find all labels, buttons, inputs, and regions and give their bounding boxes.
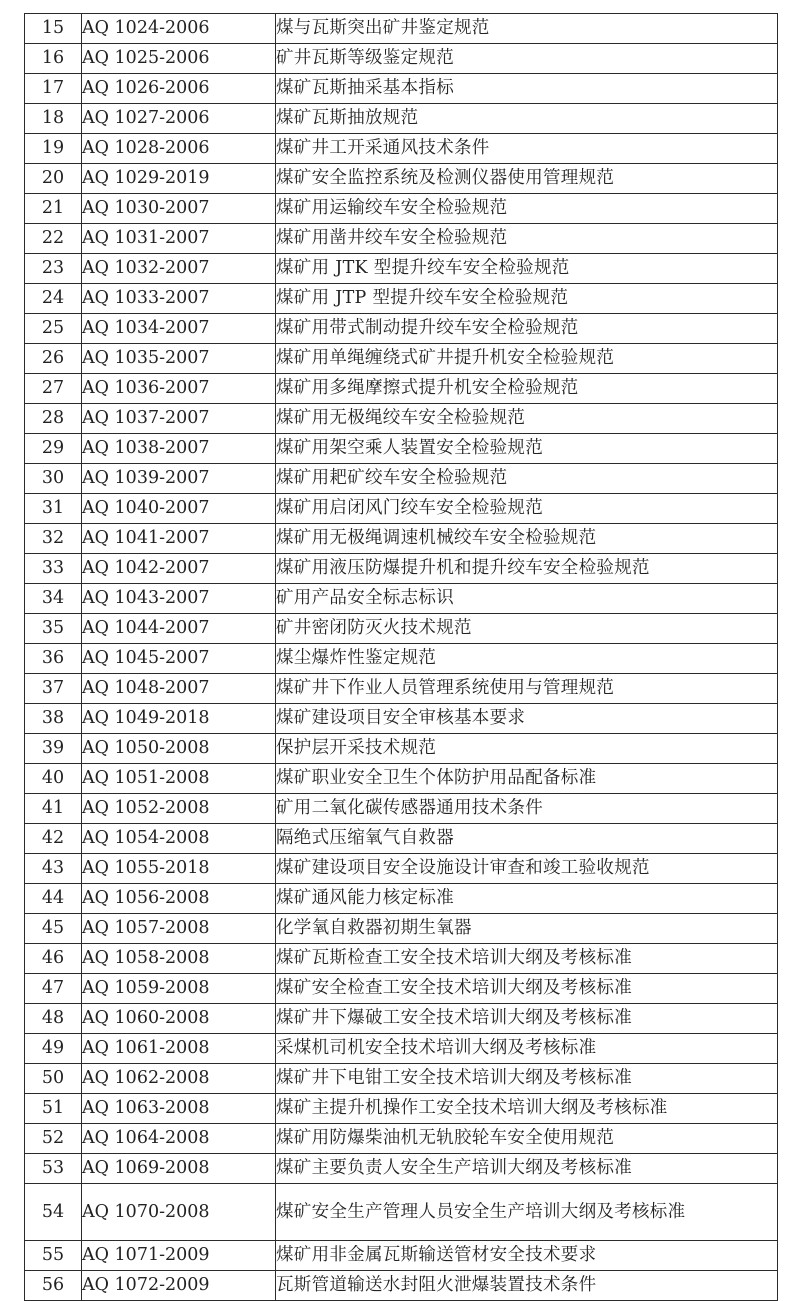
table-row [25,374,778,404]
standard-code-cell: AQ 1048-2007 [82,674,276,704]
standard-title-cell: 矿用产品安全标志标识 [276,584,778,614]
row-number-cell: 24 [25,284,82,314]
row-number-cell: 36 [25,644,82,674]
table-row [25,194,778,224]
standard-code-cell: AQ 1060-2008 [82,1004,276,1034]
standard-title-cell: 化学氧自救器初期生氧器 [276,914,778,944]
row-number-cell: 55 [25,1241,82,1271]
table-row [25,284,778,314]
row-number-cell: 34 [25,584,82,614]
row-number-cell: 46 [25,944,82,974]
table-row [25,464,778,494]
standard-title-cell: 煤矿用单绳缠绕式矿井提升机安全检验规范 [276,344,778,374]
standard-title-cell: 煤矿建设项目安全设施设计审查和竣工验收规范 [276,854,778,884]
row-number-cell: 27 [25,374,82,404]
standard-title-cell: 煤矿井下作业人员管理系统使用与管理规范 [276,674,778,704]
table-row [25,404,778,434]
standard-title-cell: 煤矿用启闭风门绞车安全检验规范 [276,494,778,524]
standard-code-cell: AQ 1043-2007 [82,584,276,614]
standard-code-cell: AQ 1049-2018 [82,704,276,734]
standard-code-cell: AQ 1029-2019 [82,164,276,194]
table-row [25,584,778,614]
table-row [25,494,778,524]
row-number-cell: 52 [25,1124,82,1154]
table-row [25,734,778,764]
row-number-cell: 19 [25,134,82,164]
standard-title-cell: 煤矿用架空乘人装置安全检验规范 [276,434,778,464]
standard-title-cell: 瓦斯管道输送水封阻火泄爆装置技术条件 [276,1271,778,1301]
standard-title-cell: 煤矿用无极绳调速机械绞车安全检验规范 [276,524,778,554]
row-number-cell: 49 [25,1034,82,1064]
standard-code-cell: AQ 1057-2008 [82,914,276,944]
table-row [25,434,778,464]
standard-title-cell: 煤矿用 JTK 型提升绞车安全检验规范 [276,254,778,284]
standard-title-cell: 煤矿主提升机操作工安全技术培训大纲及考核标准 [276,1094,778,1124]
row-number-cell: 32 [25,524,82,554]
standard-title-cell: 矿井瓦斯等级鉴定规范 [276,44,778,74]
row-number-cell: 26 [25,344,82,374]
standard-title-cell: 煤矿用凿井绞车安全检验规范 [276,224,778,254]
standard-code-cell: AQ 1025-2006 [82,44,276,74]
table-row [25,134,778,164]
standard-title-cell: 煤矿安全检查工安全技术培训大纲及考核标准 [276,974,778,1004]
row-number-cell: 17 [25,74,82,104]
standard-code-cell: AQ 1050-2008 [82,734,276,764]
table-row [25,1241,778,1271]
row-number-cell: 37 [25,674,82,704]
row-number-cell: 20 [25,164,82,194]
table-row [25,554,778,584]
standard-title-cell: 煤矿井工开采通风技术条件 [276,134,778,164]
standard-title-cell: 煤矿用带式制动提升绞车安全检验规范 [276,314,778,344]
standard-code-cell: AQ 1030-2007 [82,194,276,224]
table-row [25,824,778,854]
table-row [25,1094,778,1124]
table-row [25,764,778,794]
table-row [25,44,778,74]
standard-code-cell: AQ 1059-2008 [82,974,276,1004]
table-row [25,944,778,974]
row-number-cell: 44 [25,884,82,914]
standard-code-cell: AQ 1033-2007 [82,284,276,314]
standard-code-cell: AQ 1055-2018 [82,854,276,884]
standard-code-cell: AQ 1026-2006 [82,74,276,104]
standard-code-cell: AQ 1039-2007 [82,464,276,494]
row-number-cell: 48 [25,1004,82,1034]
standard-title-cell: 煤矿职业安全卫生个体防护用品配备标准 [276,764,778,794]
row-number-cell: 43 [25,854,82,884]
table-row [25,644,778,674]
standard-code-cell: AQ 1058-2008 [82,944,276,974]
standard-code-cell: AQ 1056-2008 [82,884,276,914]
table-row [25,704,778,734]
row-number-cell: 56 [25,1271,82,1301]
table-row [25,254,778,284]
standard-title-cell: 煤尘爆炸性鉴定规范 [276,644,778,674]
table-row [25,914,778,944]
standard-title-cell: 煤矿用 JTP 型提升绞车安全检验规范 [276,284,778,314]
table-row [25,674,778,704]
table-row [25,1004,778,1034]
table-row [25,854,778,884]
table-row [25,104,778,134]
table-row [25,164,778,194]
standard-title-cell: 煤矿瓦斯抽采基本指标 [276,74,778,104]
standard-title-cell: 煤矿瓦斯检查工安全技术培训大纲及考核标准 [276,944,778,974]
table-row [25,1064,778,1094]
row-number-cell: 35 [25,614,82,644]
standard-title-cell: 煤矿安全监控系统及检测仪器使用管理规范 [276,164,778,194]
row-number-cell: 30 [25,464,82,494]
table-row [25,524,778,554]
standard-title-cell: 煤矿井下爆破工安全技术培训大纲及考核标准 [276,1004,778,1034]
table-row [25,1271,778,1301]
row-number-cell: 15 [25,14,82,44]
row-number-cell: 45 [25,914,82,944]
row-number-cell: 28 [25,404,82,434]
standard-code-cell: AQ 1041-2007 [82,524,276,554]
row-number-cell: 33 [25,554,82,584]
standard-code-cell: AQ 1032-2007 [82,254,276,284]
standard-title-cell: 保护层开采技术规范 [276,734,778,764]
row-number-cell: 53 [25,1154,82,1184]
row-number-cell: 42 [25,824,82,854]
table-row [25,1034,778,1064]
standard-code-cell: AQ 1027-2006 [82,104,276,134]
table-row [25,1124,778,1154]
table-row [25,1154,778,1184]
standard-code-cell: AQ 1072-2009 [82,1271,276,1301]
standard-code-cell: AQ 1040-2007 [82,494,276,524]
row-number-cell: 18 [25,104,82,134]
table-row [25,74,778,104]
standards-table-page [24,13,778,1301]
row-number-cell: 23 [25,254,82,284]
row-number-cell: 51 [25,1094,82,1124]
standard-code-cell: AQ 1052-2008 [82,794,276,824]
row-number-cell: 22 [25,224,82,254]
standard-title-cell: 煤与瓦斯突出矿井鉴定规范 [276,14,778,44]
standard-title-cell: 煤矿主要负责人安全生产培训大纲及考核标准 [276,1154,778,1184]
row-number-cell: 54 [25,1184,82,1241]
standard-title-cell: 煤矿井下电钳工安全技术培训大纲及考核标准 [276,1064,778,1094]
standard-title-cell: 煤矿通风能力核定标准 [276,884,778,914]
standard-code-cell: AQ 1038-2007 [82,434,276,464]
standard-title-cell: 煤矿瓦斯抽放规范 [276,104,778,134]
table-row [25,974,778,1004]
standards-table-body [25,14,778,1301]
row-number-cell: 40 [25,764,82,794]
standard-code-cell: AQ 1028-2006 [82,134,276,164]
standard-title-cell: 采煤机司机安全技术培训大纲及考核标准 [276,1034,778,1064]
standard-code-cell: AQ 1054-2008 [82,824,276,854]
standard-title-cell: 煤矿用无极绳绞车安全检验规范 [276,404,778,434]
table-row [25,794,778,824]
table-row [25,614,778,644]
standard-title-cell: 矿用二氧化碳传感器通用技术条件 [276,794,778,824]
standard-title-cell: 煤矿建设项目安全审核基本要求 [276,704,778,734]
row-number-cell: 38 [25,704,82,734]
standard-title-cell: 煤矿用非金属瓦斯输送管材安全技术要求 [276,1241,778,1271]
table-row [25,14,778,44]
row-number-cell: 47 [25,974,82,1004]
standard-code-cell: AQ 1063-2008 [82,1094,276,1124]
standard-code-cell: AQ 1069-2008 [82,1154,276,1184]
table-row [25,344,778,374]
standard-title-cell: 煤矿用多绳摩擦式提升机安全检验规范 [276,374,778,404]
standard-title-cell: 煤矿用液压防爆提升机和提升绞车安全检验规范 [276,554,778,584]
standard-code-cell: AQ 1064-2008 [82,1124,276,1154]
standard-title-cell: 隔绝式压缩氧气自救器 [276,824,778,854]
standard-code-cell: AQ 1031-2007 [82,224,276,254]
standard-code-cell: AQ 1061-2008 [82,1034,276,1064]
standard-code-cell: AQ 1051-2008 [82,764,276,794]
standard-code-cell: AQ 1044-2007 [82,614,276,644]
standard-code-cell: AQ 1062-2008 [82,1064,276,1094]
row-number-cell: 25 [25,314,82,344]
row-number-cell: 16 [25,44,82,74]
table-row [25,314,778,344]
row-number-cell: 31 [25,494,82,524]
standard-code-cell: AQ 1024-2006 [82,14,276,44]
standard-code-cell: AQ 1035-2007 [82,344,276,374]
standard-title-cell: 煤矿用耙矿绞车安全检验规范 [276,464,778,494]
standard-title-cell: 煤矿安全生产管理人员安全生产培训大纲及考核标准 [276,1184,778,1241]
table-row [25,224,778,254]
standard-code-cell: AQ 1045-2007 [82,644,276,674]
standard-title-cell: 矿井密闭防灭火技术规范 [276,614,778,644]
table-row [25,1184,778,1241]
standard-code-cell: AQ 1070-2008 [82,1184,276,1241]
standards-table [24,13,778,1301]
standard-code-cell: AQ 1042-2007 [82,554,276,584]
row-number-cell: 41 [25,794,82,824]
table-row [25,884,778,914]
standard-code-cell: AQ 1071-2009 [82,1241,276,1271]
row-number-cell: 39 [25,734,82,764]
row-number-cell: 29 [25,434,82,464]
row-number-cell: 21 [25,194,82,224]
standard-code-cell: AQ 1034-2007 [82,314,276,344]
row-number-cell: 50 [25,1064,82,1094]
standard-code-cell: AQ 1036-2007 [82,374,276,404]
standard-title-cell: 煤矿用防爆柴油机无轨胶轮车安全使用规范 [276,1124,778,1154]
standard-title-cell: 煤矿用运输绞车安全检验规范 [276,194,778,224]
standard-code-cell: AQ 1037-2007 [82,404,276,434]
